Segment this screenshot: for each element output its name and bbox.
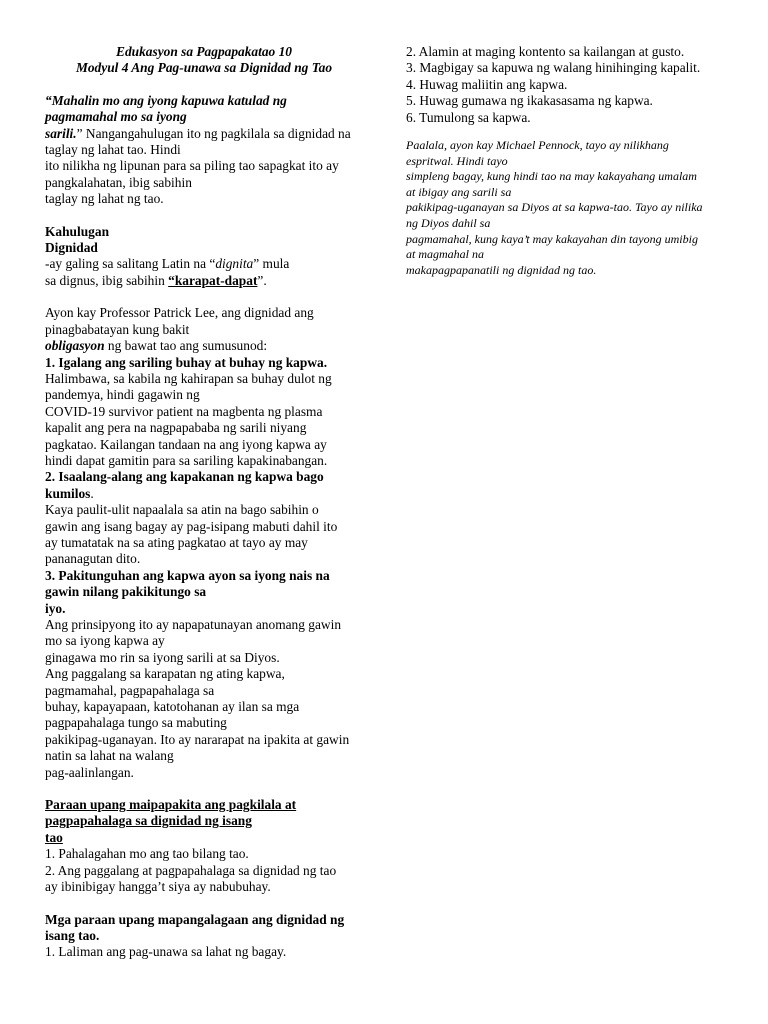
paragraph-line: pakikipag-uganayan. Ito ay nararapat na ipakita at gawin xyxy=(45,731,350,747)
left-column xyxy=(45,44,363,961)
paragraph-line: pinagbabatayan kung bakit xyxy=(45,321,190,337)
definition-line xyxy=(45,273,363,289)
quote-italic-word: sarili. xyxy=(45,125,77,141)
emphasized-term: obligasyon xyxy=(45,338,105,354)
obligation-heading-end: . xyxy=(90,485,94,501)
paragraph-line: pagkatao. Kailangan tandaan na ang iyong kapwa ay xyxy=(45,436,327,452)
paragraph-line: pagpapahalaga tungo sa mabuting xyxy=(45,715,227,731)
paragraph-line: hindi dapat gamitin para sa sariling kapakinabangan. xyxy=(45,452,328,468)
note-line: pagmamahal, kung kaya’t may kakayahan din tayong umibig xyxy=(406,231,698,246)
paragraph-line: pananagutan dito. xyxy=(45,551,141,567)
list-item: 5. Huwag gumawa ng ikakasasama ng kapwa. xyxy=(406,93,653,109)
definition-text: ”. xyxy=(257,272,267,288)
obligation-1 xyxy=(45,355,363,470)
obligation-heading: iyo. xyxy=(45,600,66,616)
note-line: espritwal. Hindi tayo xyxy=(406,153,508,168)
paragraph-line: ginagawa mo rin sa iyong sarili at sa Diyos. xyxy=(45,649,280,665)
paragraph-line: pagmamahal, pagpapahalaga sa xyxy=(45,682,215,698)
note-line: Paalala, ayon kay Michael Pennock, tayo ay nilikhang xyxy=(406,138,669,153)
quote-line: taglay ng lahat tao. Hindi xyxy=(45,142,181,158)
list-item: 6. Tumulong sa kapwa. xyxy=(406,109,531,125)
note-line: at ibigay ang sarili sa xyxy=(406,184,512,199)
obligation-heading: 1. Igalang ang sariling buhay at buhay ng kapwa. xyxy=(45,354,328,370)
paragraph-line: Ang paggalang sa karapatan ng ating kapwa, xyxy=(45,666,285,682)
note-line: at magmahal na xyxy=(406,247,484,262)
quote-text: ” Nangangahulugan ito ng pagkilala sa dignidad na xyxy=(76,125,351,141)
note-line: simpleng bagay, kung hindi tao na may kakayahang umalam xyxy=(406,169,697,184)
list-item: ay ibinibigay hangga’t siya ay nabubuhay. xyxy=(45,879,271,895)
quote-line: taglay ng lahat ng tao. xyxy=(45,191,164,207)
document-title xyxy=(45,44,363,77)
quote-line: pangkalahatan, ibig sabihin xyxy=(45,174,192,190)
paragraph-line: Kaya paulit-ulit napaalala sa atin na bago sabihin o xyxy=(45,502,319,518)
section-heading: pagpapahalaga sa dignidad ng isang xyxy=(45,813,252,829)
note-line: pakikipag-uganayan sa Diyos at sa kapwa-tao. Tayo ay nilika xyxy=(406,200,703,215)
paragraph-line: Ayon kay Professor Patrick Lee, ang dignidad ang xyxy=(45,305,314,321)
paragraph-text: ng bawat tao ang sumusunod: xyxy=(104,338,268,354)
paragraph-line: kapalit ang pera na nagpapababa ng sarili niyang xyxy=(45,420,307,436)
definition-line xyxy=(45,256,363,272)
paragraph-line xyxy=(45,338,363,354)
obligation-heading-text: kumilos xyxy=(45,485,91,501)
obligation-2 xyxy=(45,469,363,567)
latin-word: dignita xyxy=(215,256,254,272)
paragraph-line: COVID-19 survivor patient na magbenta ng plasma xyxy=(45,403,323,419)
paragraph-line: Halimbawa, sa kabila ng kahirapan sa buhay dulot ng xyxy=(45,370,332,386)
note-line: ng Diyos dahil sa xyxy=(406,216,491,230)
paragraph-line: pandemya, hindi gagawin ng xyxy=(45,387,200,403)
emphasized-term: “karapat-dapat xyxy=(168,272,258,288)
paraan-section xyxy=(45,797,363,895)
paragraph-line: natin sa lahat na walang xyxy=(45,748,174,764)
obligation-heading: 2. Isaalang-alang ang kapakanan ng kapwa bago xyxy=(45,469,324,485)
quote-line: ito nilikha ng lipunan para sa piling tao sapagkat ito ay xyxy=(45,158,339,174)
title-line-1: Edukasyon sa Pagpapakatao 10 xyxy=(116,44,292,59)
obligation-heading xyxy=(45,486,363,502)
note-line: makapagpapanatili ng dignidad ng tao. xyxy=(406,262,597,277)
paragraph-line: ay tumatatak na sa ating pagkatao at tayo ay may xyxy=(45,534,308,550)
definition-text: sa dignus, ibig sabihin xyxy=(45,272,169,288)
list-item: 3. Magbigay sa kapuwa ng walang hinihinging kapalit. xyxy=(406,60,701,76)
paragraph-line: pag-aalinlangan. xyxy=(45,764,134,780)
section-subheading: Dignidad xyxy=(45,240,98,256)
right-column xyxy=(406,44,728,278)
title-line-2: Modyul 4 Ang Pag-unawa sa Dignidad ng Tao xyxy=(75,60,333,76)
paalala-note xyxy=(406,138,728,278)
section-heading: Kahulugan xyxy=(45,223,110,239)
obligation-heading: 3. Pakitunguhan ang kapwa ayon sa iyong nais na xyxy=(45,567,330,583)
list-item: 4. Huwag maliitin ang kapwa. xyxy=(406,76,568,92)
paragraph-line: gawin ang isang bagay ay pag-isipang mabuti dahil ito xyxy=(45,518,338,534)
lee-section xyxy=(45,305,363,354)
quote-line: pagmamahal mo sa iyong xyxy=(45,109,187,125)
paragraph-line: buhay, kapayapaan, katotohanan ay ilan sa mga xyxy=(45,699,300,715)
list-item: 2. Alamin at maging kontento sa kailangan at gusto. xyxy=(406,44,685,59)
list-item: 1. Pahalagahan mo ang tao bilang tao. xyxy=(45,846,249,862)
section-heading: isang tao. xyxy=(45,927,100,943)
quote-line xyxy=(45,126,363,142)
mga-paraan-section xyxy=(45,912,363,961)
quote-line: “Mahalin mo ang iyong kapuwa katulad ng xyxy=(45,92,287,108)
section-heading: Mga paraan upang mapangalagaan ang dignidad ng xyxy=(45,911,345,927)
obligation-3 xyxy=(45,568,363,781)
paragraph-line: mo sa iyong kapwa ay xyxy=(45,633,165,649)
mga-paraan-continued xyxy=(406,44,728,126)
definition-text: -ay galing sa salitang Latin na “ xyxy=(45,256,216,272)
definition-text: ” mula xyxy=(253,256,290,272)
obligation-heading: gawin nilang pakikitungo sa xyxy=(45,584,207,600)
section-heading: tao xyxy=(45,829,63,845)
section-heading: Paraan upang maipapakita ang pagkilala at xyxy=(45,797,297,813)
list-item: 1. Laliman ang pag-unawa sa lahat ng bagay. xyxy=(45,944,287,960)
list-item: 2. Ang paggalang at pagpapahalaga sa dignidad ng tao xyxy=(45,862,337,878)
paragraph-line: Ang prinsipyong ito ay napapatunayan anomang gawin xyxy=(45,617,342,632)
opening-quote xyxy=(45,93,363,208)
kahulugan-section xyxy=(45,224,363,290)
